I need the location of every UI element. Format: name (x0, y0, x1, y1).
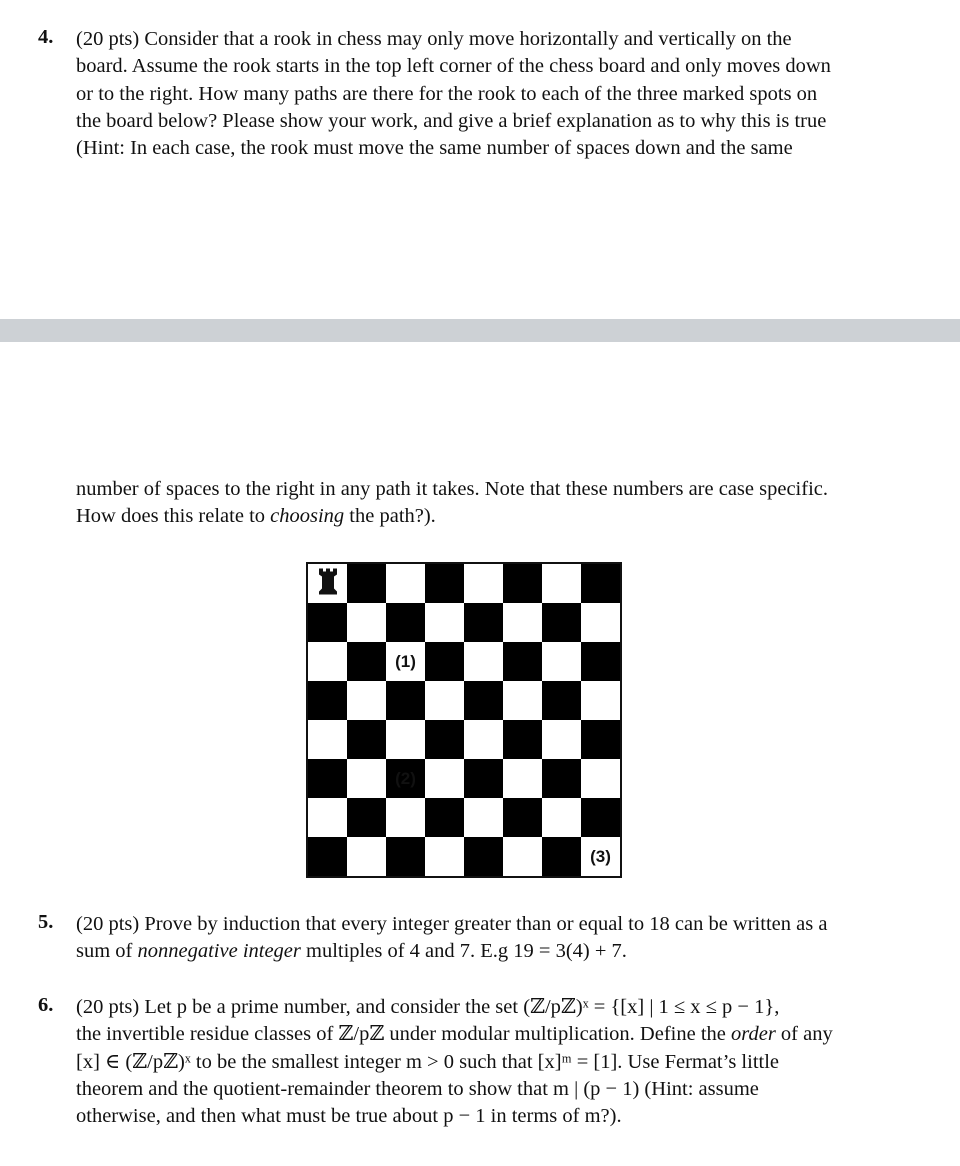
board-square (503, 642, 542, 681)
board-mark-3: (3) (590, 846, 611, 866)
board-square (581, 798, 620, 837)
board-square (386, 837, 425, 876)
board-square (542, 564, 581, 603)
board-square (542, 720, 581, 759)
board-square (503, 603, 542, 642)
board-square (425, 642, 464, 681)
board-square (347, 798, 386, 837)
problem-6-line-3: [x] ∈ (ℤ/pℤ)ˣ to be the smallest integer m > 0 such that [x]ᵐ = [1]. Use Fermat’s little (76, 1050, 780, 1073)
board-square (581, 603, 620, 642)
board-square (464, 759, 503, 798)
problem-6-line-1: (20 pts) Let p be a prime number, and consider the set (ℤ/pℤ)ˣ = {[x] | 1 ≤ x ≤ p − 1}, (76, 996, 780, 1018)
board-square (542, 603, 581, 642)
board-mark-1: (1) (395, 651, 416, 671)
board-square (464, 642, 503, 681)
board-square (581, 720, 620, 759)
board-square (386, 759, 425, 798)
board-square (308, 798, 347, 837)
board-square (308, 681, 347, 720)
problem-4-line-2: board. Assume the rook starts in the top left corner of the chess board and only moves down (76, 55, 831, 78)
board-square (347, 681, 386, 720)
board-square (425, 837, 464, 876)
problem-5-number: 5. (38, 911, 54, 933)
board-square (386, 603, 425, 642)
board-square (503, 681, 542, 720)
problem-4-line-5: (Hint: In each case, the rook must move the same number of spaces down and the same (76, 137, 793, 160)
board-square (542, 642, 581, 681)
problem-4-continued (76, 476, 916, 531)
problem-4-line-6: number of spaces to the right in any path it takes. Note that these numbers are case specific. (76, 478, 828, 500)
problem-4-line-4: the board below? Please show your work, and give a brief explanation as to why this is true (76, 109, 827, 132)
board-square (347, 720, 386, 759)
board-square (464, 603, 503, 642)
board-square (308, 837, 347, 876)
board-square (386, 681, 425, 720)
board-square (542, 759, 581, 798)
board-square (308, 564, 347, 603)
emphasis-choosing: choosing (270, 505, 345, 528)
board-square (464, 564, 503, 603)
board-square (386, 798, 425, 837)
board-square (503, 720, 542, 759)
board-square (503, 759, 542, 798)
board-square (308, 603, 347, 642)
board-square (425, 603, 464, 642)
board-square (581, 759, 620, 798)
board-square (581, 642, 620, 681)
problem-5-line-2: sum of nonnegative integer multiples of 4 and 7. E.g 19 = 3(4) + 7. (76, 940, 627, 963)
board-square (464, 720, 503, 759)
board-square (542, 798, 581, 837)
problem-4-line-1: (20 pts) Consider that a rook in chess may only move horizontally and vertically on the (76, 28, 792, 50)
board-square (347, 603, 386, 642)
problem-6-text (76, 994, 916, 1130)
board-square (386, 564, 425, 603)
board-square (425, 759, 464, 798)
emphasis-nonnegative-integer: nonnegative integer (137, 940, 301, 963)
board-square (425, 564, 464, 603)
board-square (464, 837, 503, 876)
board-square (308, 642, 347, 681)
board-mark-2: (2) (395, 768, 416, 788)
problem-4-text (76, 26, 916, 162)
problem-4-line-3: or to the right. How many paths are there for the rook to each of the three marked spots on (76, 82, 818, 105)
board-square (308, 759, 347, 798)
board-square (542, 837, 581, 876)
board-square (464, 681, 503, 720)
board-square (464, 798, 503, 837)
board-square (347, 837, 386, 876)
board-square (542, 681, 581, 720)
board-square (425, 681, 464, 720)
board-square (347, 564, 386, 603)
page-break-divider (0, 319, 960, 342)
problem-5-line-1: (20 pts) Prove by induction that every integer greater than or equal to 18 can be written as a (76, 913, 828, 935)
emphasis-order: order (731, 1023, 776, 1046)
board-square (347, 642, 386, 681)
board-square (308, 720, 347, 759)
problem-5-text (76, 911, 916, 966)
problem-6-line-5: otherwise, and then what must be true about p − 1 in terms of m?). (76, 1105, 622, 1128)
board-square (347, 759, 386, 798)
board-square (581, 564, 620, 603)
problem-6-line-2: the invertible residue classes of ℤ/pℤ under modular multiplication. Define the order of any (76, 1023, 833, 1046)
board-square (425, 798, 464, 837)
board-square (503, 837, 542, 876)
problem-4-line-7: How does this relate to choosing the path?). (76, 505, 436, 528)
problem-6-number: 6. (38, 994, 54, 1016)
problem-6-line-4: theorem and the quotient-remainder theorem to show that m | (p − 1) (Hint: assume (76, 1077, 759, 1100)
board-square (425, 720, 464, 759)
chess-rook-icon (317, 566, 339, 601)
board-square (386, 642, 425, 681)
board-square (581, 681, 620, 720)
board-square (503, 798, 542, 837)
board-square (503, 564, 542, 603)
problem-4-number: 4. (38, 26, 54, 48)
board-square (386, 720, 425, 759)
board-square (581, 837, 620, 876)
chess-board (306, 562, 622, 878)
